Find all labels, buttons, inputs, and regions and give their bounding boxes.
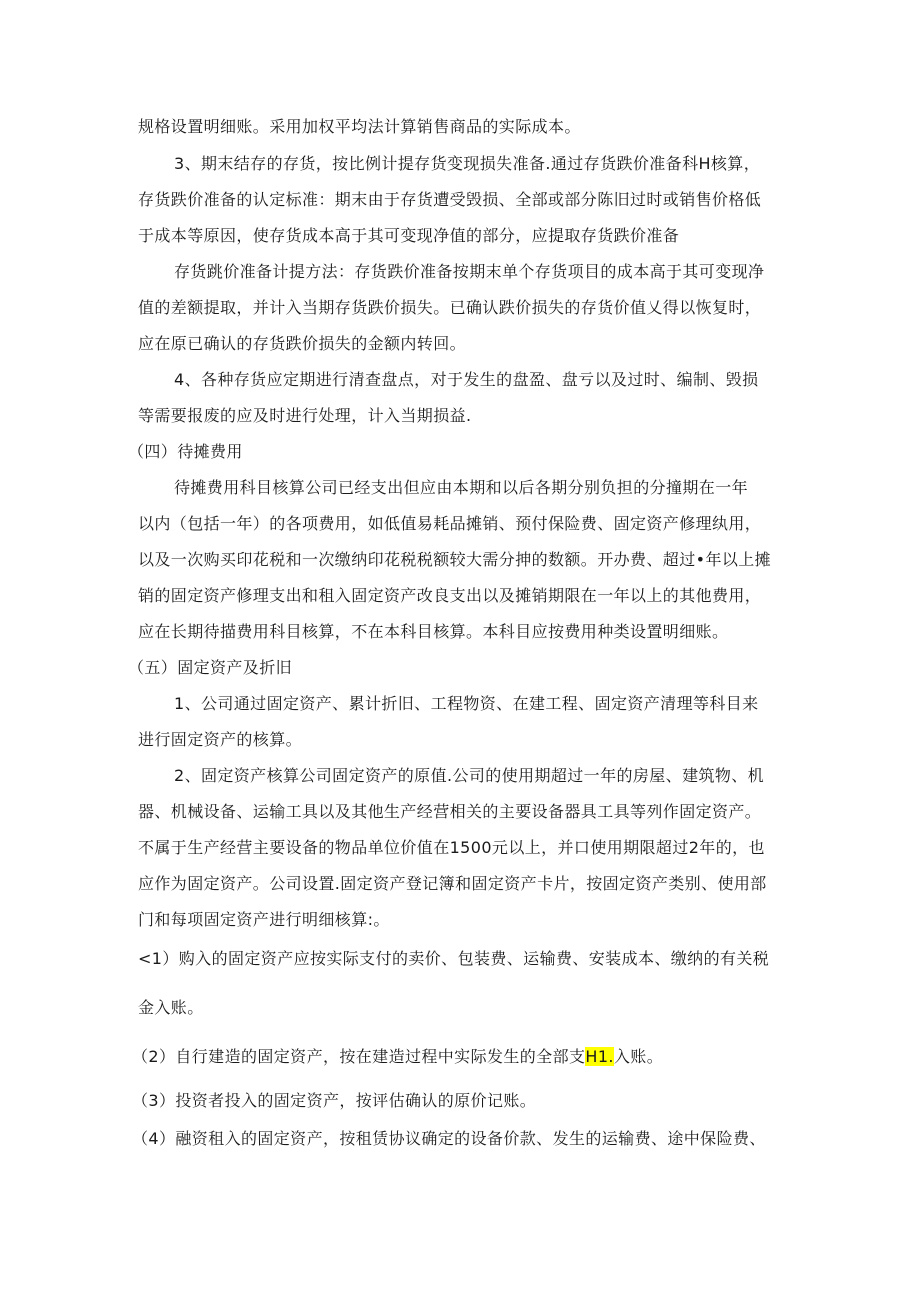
paragraph-line: 销的固定资产修理支出和租入固定资产改良支出以及摊销期限在一年以上的其他费用，: [138, 586, 762, 605]
section-heading: （五）固定资产及折旧: [128, 658, 293, 677]
paragraph-line: 金入账。: [138, 998, 204, 1017]
paragraph-line: 存货跳价准备计提方法：存货跌价准备按期末单个存货项目的成本高于其可变现净: [174, 262, 765, 281]
paragraph-line: 待摊费用科目核算公司已经支出但应由本期和以后各期分别负担的分撞期在一年: [174, 478, 749, 497]
paragraph-line: 应作为固定资产。公司设置.固定资产登记簿和固定资产卡片，按固定资产类别、使用部: [138, 874, 767, 893]
section-heading: （四）待摊费用: [128, 442, 243, 461]
paragraph-line: 以内（包括一年）的各项费用，如低值易耗品摊销、预付保险费、固定资产修理纨用，: [138, 514, 762, 533]
paragraph-line: 2、固定资产核算公司固定资产的原值.公司的使用期超过一年的房屋、建筑物、机: [174, 766, 765, 785]
paragraph-line: 进行固定资产的核算。: [138, 730, 303, 749]
list-item: [132, 1046, 663, 1068]
highlighted-text: H1.: [585, 1047, 614, 1066]
paragraph-line: 应在长期待描费用科目核算，不在本科目核算。本科目应按费用种类设置明细账。: [138, 622, 729, 641]
paragraph-line: 规格设置明细账。采用加权平均法计算销售商品的实际成本。: [138, 117, 581, 136]
paragraph-line: 门和每项固定资产进行明细核算:。: [138, 910, 390, 929]
paragraph-line: 于成本等原因，使存货成本高于其可变现净值的部分，应提取存货跌价准备: [138, 226, 680, 245]
list-item: （3）投资者投入的固定资产，按评估确认的原价记账。: [132, 1091, 537, 1110]
paragraph-line: 4、各种存货应定期进行清查盘点，对于发生的盘盈、盘亏以及过时、编制、毁损: [174, 370, 759, 389]
line-text: （2）自行建造的固定资产，按在建造过程中实际发生的全部支: [132, 1047, 586, 1066]
paragraph-line: 值的差额提取，并计入当期存货跌价损失。已确认跌价损失的存货价值乂得以恢复时，: [138, 298, 762, 317]
paragraph-line: 不属于生产经营主要设备的物品单位价值在1500元以上，并口使用期限超过2年的，也: [138, 838, 765, 857]
line-text: 入账。: [613, 1047, 664, 1066]
list-item: （4）融资租入的固定资产，按租赁协议确定的设备价款、发生的运输费、途中保险费、: [132, 1129, 766, 1148]
paragraph-line: 1、公司通过固定资产、累计折旧、工程物资、在建工程、固定资产清理等科目来: [174, 694, 759, 713]
paragraph-line: 存货跌价准备的认定标准：期末由于存货遭受毁损、全部或部分陈旧过时或销售价格低: [138, 190, 762, 209]
paragraph-line: 以及一次购买印花税和一次缴纳印花税税额较大需分抻的数额。开办费、超过•年以上摊: [138, 550, 772, 569]
paragraph-line: 3、期末结存的存货，按比例计提存货变现损失准备.通过存货跌价准备科H核算，: [174, 154, 761, 173]
paragraph-line: 器、机械设备、运输工具以及其他生产经营相关的主要设备器具工具等列作固定资产。: [138, 802, 762, 821]
list-item: <1）购入的固定资产应按实际支付的卖价、包装费、运输费、安装成本、缴纳的有关税: [138, 949, 770, 968]
paragraph-line: 应在原已确认的存货跌价损失的金额内转回。: [138, 334, 467, 353]
paragraph-line: 等需要报废的应及时进行处理，计入当期损益.: [138, 406, 472, 425]
